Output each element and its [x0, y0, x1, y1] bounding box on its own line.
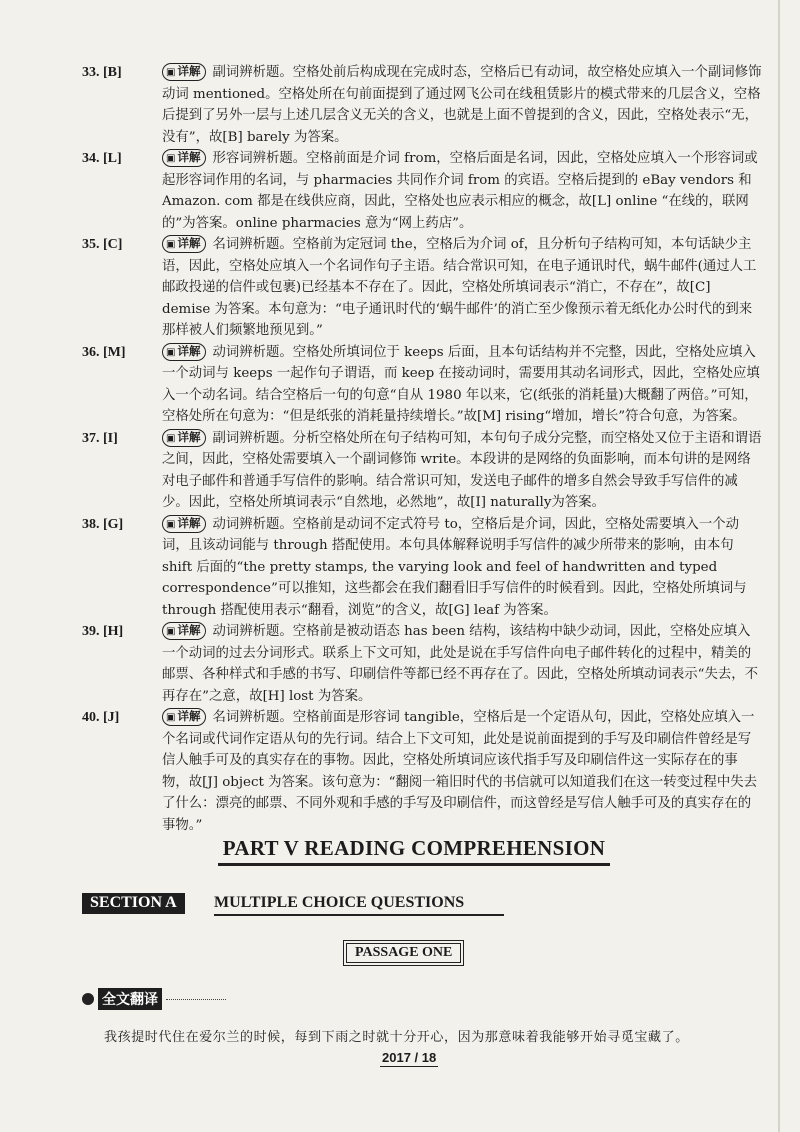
section-title: MULTIPLE CHOICE QUESTIONS — [214, 894, 504, 916]
badge-label: 详解 — [177, 343, 201, 358]
book-icon: ▣ — [166, 239, 176, 250]
answer-number: 35. [C] — [82, 237, 123, 252]
answer-item-36 — [82, 342, 762, 428]
answer-explanations — [82, 62, 762, 836]
bullet-icon — [82, 993, 94, 1005]
explanation-text: 名词辨析题。空格前面是形容词 tangible，空格后是一个定语从句，因此，空格处应填入一个名词或代词作定语从句的先行词。结合上下文可知，此处是说前面提到的手写及印刷信件曾经是写信人触手可及的真实存在的事物。因此，空格处所填词应该代指手写及印刷信件这一实际存在的事物，故[J] object 为答案。该句意为：“翻阅一箱旧时代的书信就可以知道我们在这一转变过程中失去了什么：漂亮的邮票、不同外观和手感的手写及印刷信件，而这曾经是写信人触手可及的真实存在的事物。” — [162, 710, 757, 833]
book-icon: ▣ — [166, 626, 176, 637]
book-icon: ▣ — [166, 346, 176, 358]
divider — [166, 999, 226, 1000]
explanation-badge — [162, 63, 206, 81]
explanation-badge — [162, 622, 206, 640]
answer-number: 33. [B] — [82, 65, 122, 80]
answer-item-33 — [82, 62, 762, 148]
answer-item-38 — [82, 514, 762, 622]
explanation-badge — [162, 343, 206, 361]
explanation-text: 副词辨析题。空格处前后构成现在完成时态，空格后已有动词，故空格处应填入一个副词修饰动词 mentioned。空格处所在句前面提到了通过网飞公司在线租赁影片的模式带来的几层含义，空格后提到了另外一层与上述几层含义无关的含义，也就是上面不曾提到的含义，因此，空格处表示“无，没有”，故[B] barely 为答案。 — [162, 65, 762, 145]
answer-number: 39. [H] — [82, 624, 124, 639]
badge-label: 详解 — [177, 623, 201, 637]
badge-label: 详解 — [177, 709, 201, 723]
explanation-text: 形容词辨析题。空格前面是介词 from，空格后面是名词，因此，空格处应填入一个形容词或起形容词作用的名词，与 pharmacies 共同作介词 from 的宾语。空格后提到的 eBay vendors 和 Amazon. com 都是在线供应商，因此，空格处也应表示相应的概念，故[L] online “在线的，联网的”为答案。online pharmacies 意为“网上药店”。 — [162, 151, 758, 231]
badge-label: 详解 — [177, 236, 201, 250]
answer-item-39 — [82, 621, 762, 707]
explanation-text: 副词辨析题。分析空格处所在句子结构可知，本句句子成分完整，而空格处又位于主语和谓语之间，因此，空格处需要填入一个副词修饰 write。本段讲的是网络的负面影响，而本句讲的是网络对电子邮件和普通手写信件的影响。结合常识可知，发送电子邮件的增多自然会导致手写信件的减少。因此，空格处所填词表示“自然地，必然地”，故[I] naturally为答案。 — [162, 430, 762, 510]
answer-number: 37. [I] — [82, 430, 118, 446]
answer-item-37 — [82, 428, 762, 514]
answer-number: 34. [L] — [82, 151, 122, 166]
book-icon: ▣ — [166, 712, 176, 723]
explanation-badge — [162, 429, 206, 447]
translation-text: 我孩提时代住在爱尔兰的时候，每到下雨之时就十分开心，因为那意味着我能够开始寻觅宝藏了。 — [104, 1030, 689, 1045]
answer-number: 38. [G] — [82, 516, 124, 532]
answer-item-34 — [82, 148, 762, 234]
book-icon: ▣ — [166, 67, 176, 78]
page-number: 2017 / 18 — [382, 1050, 437, 1065]
passage-label: PASSAGE ONE — [346, 943, 461, 963]
translation-heading — [82, 988, 226, 1010]
answer-item-35 — [82, 234, 762, 342]
explanation-text: 名词辨析题。空格前为定冠词 the，空格后为介词 of，且分析句子结构可知，本句话缺少主语，因此，空格处应填入一个名词作句子主语。结合常识可知，在电子通讯时代，蜗牛邮件(通过人工邮政投递的信件或包裹)已经基本不存在了。因此，空格处所填词表示“消亡，不存在”，故[C] demise 为答案。本句意为：“电子通讯时代的‘蜗牛邮件’的消亡至少像预示着无纸化办公时代的到来那样被人们频繁地预见到。” — [162, 237, 757, 338]
book-icon: ▣ — [166, 518, 176, 530]
explanation-badge — [162, 149, 206, 167]
answer-number: 40. [J] — [82, 710, 120, 725]
passage-heading — [343, 940, 464, 966]
badge-label: 详解 — [177, 150, 201, 164]
answer-item-40 — [82, 707, 762, 836]
explanation-badge — [162, 708, 206, 726]
badge-label: 详解 — [177, 64, 201, 78]
translation-label: 全文翻译 — [98, 988, 162, 1010]
section-label: SECTION A — [82, 893, 185, 914]
explanation-text: 动词辨析题。空格前是动词不定式符号 to，空格后是介词，因此，空格处需要填入一个动词，且该动词能与 through 搭配使用。本句具体解释说明手写信件的减少所带来的影响，由本句 shift 后面的“the pretty stamps, the varying look and feel of handwritten and typed correspondence”可以推知，这些都会在我们翻看旧手写信件的时候看到。因此，空格处所填词与 through 搭配使用表示“翻看，浏览”的含义，故[G] leaf 为答案。 — [162, 516, 747, 618]
badge-label: 详解 — [177, 515, 201, 530]
explanation-text: 动词辨析题。空格处所填词位于 keeps 后面，且本句话结构并不完整，因此，空格处应填入一个动词与 keeps 一起作句子谓语，而 keep 在接动词时，需要用其动名词形式，因此，空格处应填入一个动名词。结合空格后一句的句意“自从 1980 年以来，它(纸张的消耗量)大概翻了两倍。”可知，空格处所在句意为：“但是纸张的消耗量持续增长。”故[M] rising“增加，增长”符合句意，为答案。 — [162, 344, 760, 424]
explanation-text: 动词辨析题。空格前是被动语态 has been 结构，该结构中缺少动词，因此，空格处应填入一个动词的过去分词形式。联系上下文可知，此处是说在手写信件向电子邮件转化的过程中，精美的邮票、各种样式和手感的书写、印刷信件等都已经不再存在了。因此，空格处所填动词表示“失去，不再存在”之意，故[H] lost 为答案。 — [162, 624, 759, 704]
book-icon: ▣ — [166, 153, 176, 164]
answer-number: 36. [M] — [82, 344, 126, 360]
book-icon: ▣ — [166, 432, 176, 444]
explanation-badge — [162, 515, 206, 533]
section-heading — [82, 893, 522, 917]
part-title: PART V READING COMPREHENSION — [218, 836, 610, 866]
explanation-badge — [162, 235, 206, 253]
badge-label: 详解 — [177, 429, 201, 444]
page-edge-shadow — [778, 0, 780, 1132]
